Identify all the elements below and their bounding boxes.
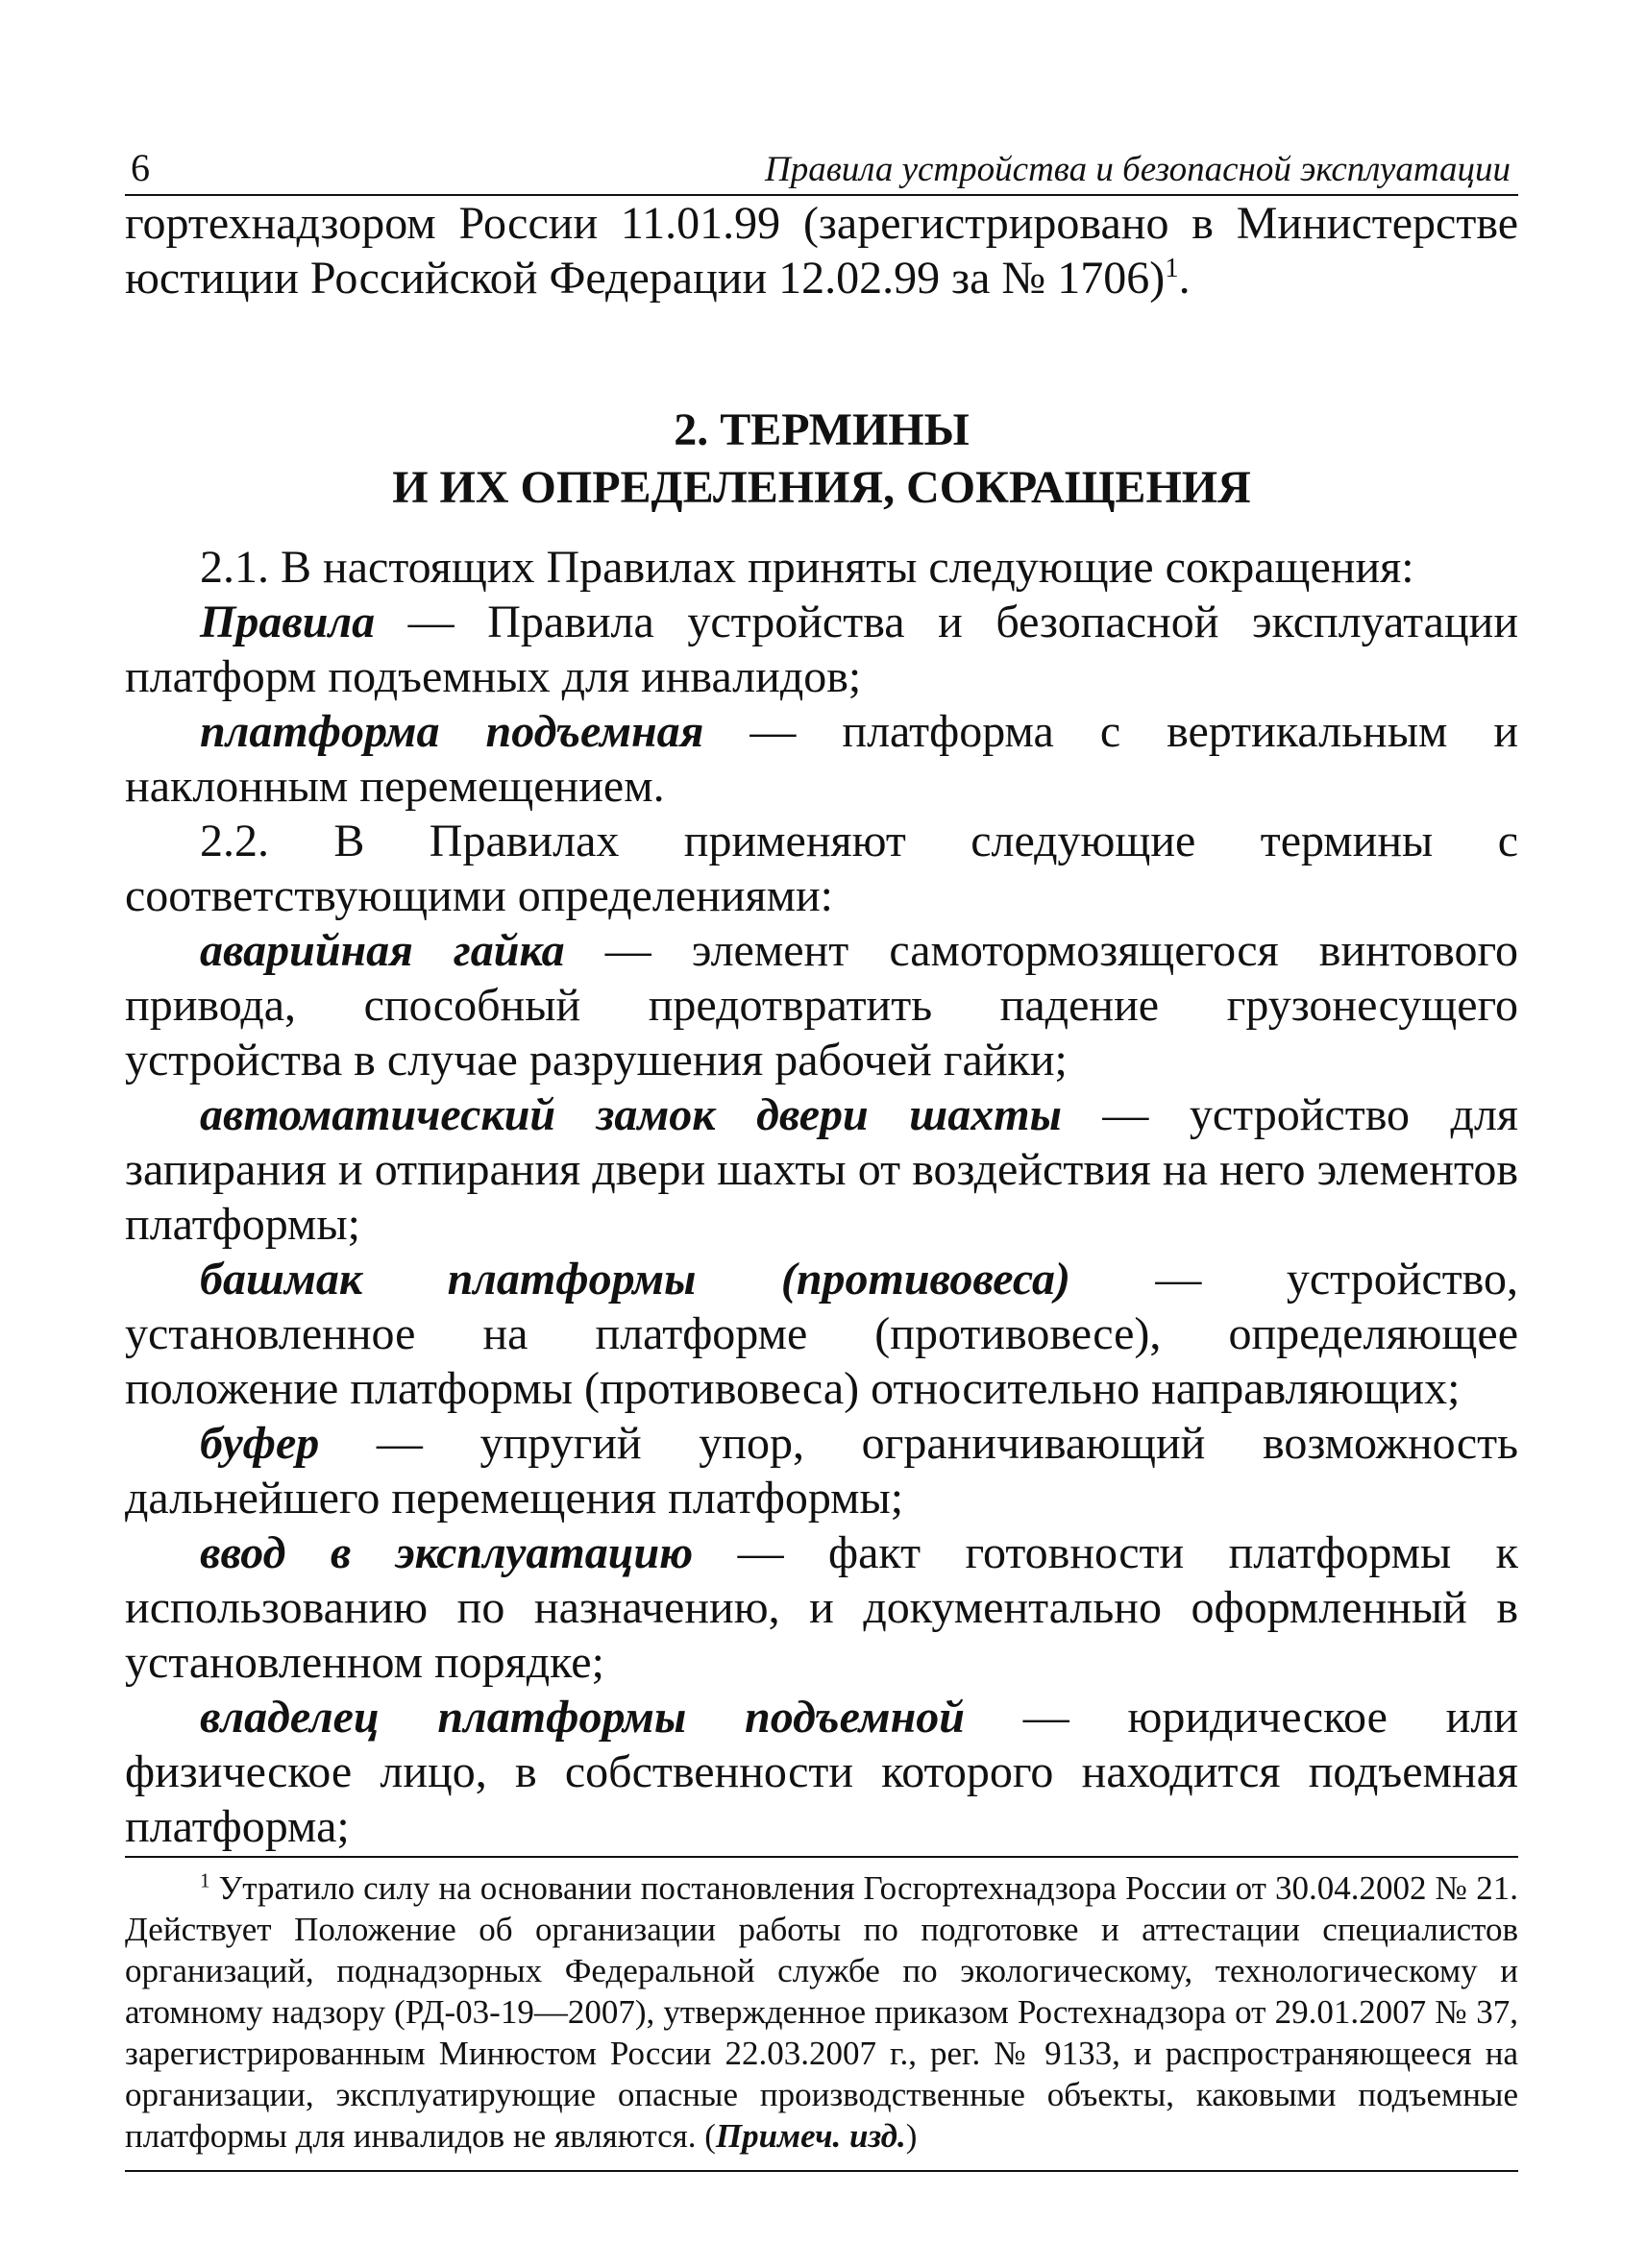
section-heading-line1: 2. ТЕРМИНЫ bbox=[674, 404, 970, 455]
running-title: Правила устройства и безопасной эксплуатации bbox=[764, 150, 1511, 189]
intro-text: гортехнадзором России 11.01.99 (зарегистрировано в Министерстве юстиции Российской Федерации 12.02.99 за № 1706) bbox=[125, 198, 1518, 304]
term-name: владелец платформы подъемной bbox=[200, 1692, 965, 1743]
term-item bbox=[125, 1525, 1518, 1690]
section-heading bbox=[125, 402, 1518, 517]
page-number: 6 bbox=[131, 146, 150, 189]
term-name: аварийная гайка bbox=[200, 925, 565, 976]
running-header bbox=[125, 134, 1518, 196]
editor-note: Примеч. изд. bbox=[715, 2117, 906, 2155]
term-name: буфер bbox=[200, 1418, 320, 1469]
term-item bbox=[125, 1690, 1518, 1854]
footnote-bottom-rule bbox=[125, 2170, 1518, 2172]
term-definition: — юридическое или физическое лицо, в собственности которого находится подъемная платформа; bbox=[125, 1692, 1519, 1852]
body-text bbox=[125, 196, 1518, 1854]
term-item bbox=[125, 1087, 1518, 1252]
abbreviation-definition: — Правила устройства и безопасной эксплуатации платформ подъемных для инвалидов; bbox=[125, 597, 1518, 702]
paragraph-2-1: 2.1. В настоящих Правилах приняты следующие сокращения: bbox=[200, 542, 1414, 593]
abbreviation-item bbox=[125, 704, 1518, 814]
term-name: ввод в эксплуатацию bbox=[200, 1527, 694, 1578]
section-heading-line2: И ИХ ОПРЕДЕЛЕНИЯ, СОКРАЩЕНИЯ bbox=[392, 462, 1251, 513]
term-definition: — факт готовности платформы к использованию по назначению, и документально оформленный в установленном порядке; bbox=[125, 1527, 1518, 1688]
footnote bbox=[125, 1867, 1518, 2157]
intro-end: . bbox=[1178, 253, 1191, 304]
term-definition: — упругий упор, ограничивающий возможность дальнейшего перемещения платформы; bbox=[125, 1418, 1518, 1524]
abbreviation-term: Правила bbox=[200, 597, 376, 647]
footnote-reference[interactable]: 1 bbox=[1165, 253, 1179, 283]
abbreviation-item bbox=[125, 595, 1518, 704]
term-name: башмак платформы (противовеса) bbox=[200, 1254, 1070, 1305]
abbreviation-definition: — платформа с вертикальным и наклонным перемещением. bbox=[125, 706, 1519, 812]
term-item bbox=[125, 923, 1518, 1087]
term-definition: — устройство для запирания и отпирания двери шахты от воздействия на него элементов платформы; bbox=[125, 1089, 1519, 1250]
footnote-text: Утратило силу на основании постановления Госгортехнадзора России от 30.04.2002 № 21. Действует Положение об организации работы по подготовке и аттестации специалистов организаций, поднадзорных Федеральной службе по экологическому, технологическому и атомному надзору (РД-03-19—2007), утвержденное приказом Ростехнадзора от 29.01.2007 № 37, зарегистрированным Минюстом России 22.03.2007 г., рег. № 9133, и распространяющееся на организации, эксплуатирующие опасные производственные объекты, каковыми подъемные платформы для инвалидов не являются. ( bbox=[125, 1869, 1518, 2155]
term-item bbox=[125, 1416, 1518, 1525]
intro-paragraph bbox=[125, 196, 1518, 305]
abbreviation-term: платформа подъемная bbox=[200, 706, 704, 757]
footnote-close: ) bbox=[905, 2117, 918, 2155]
footnote-separator bbox=[125, 1856, 1518, 1858]
paragraph-2-2: 2.2. В Правилах применяют следующие термины с соответствующими определениями: bbox=[125, 816, 1518, 921]
document-page bbox=[125, 134, 1518, 2172]
term-definition: — элемент самотормозящегося винтового привода, способный предотвратить падение грузонесущего устройства в случае разрушения рабочей гайки; bbox=[125, 925, 1518, 1085]
term-definition: — устройство, установленное на платформе (противовесе), определяющее положение платформы (противовеса) относительно направляющих; bbox=[125, 1254, 1518, 1414]
term-name: автоматический замок двери шахты bbox=[200, 1089, 1062, 1140]
term-item bbox=[125, 1252, 1518, 1416]
footnote-marker: 1 bbox=[200, 1868, 210, 1892]
